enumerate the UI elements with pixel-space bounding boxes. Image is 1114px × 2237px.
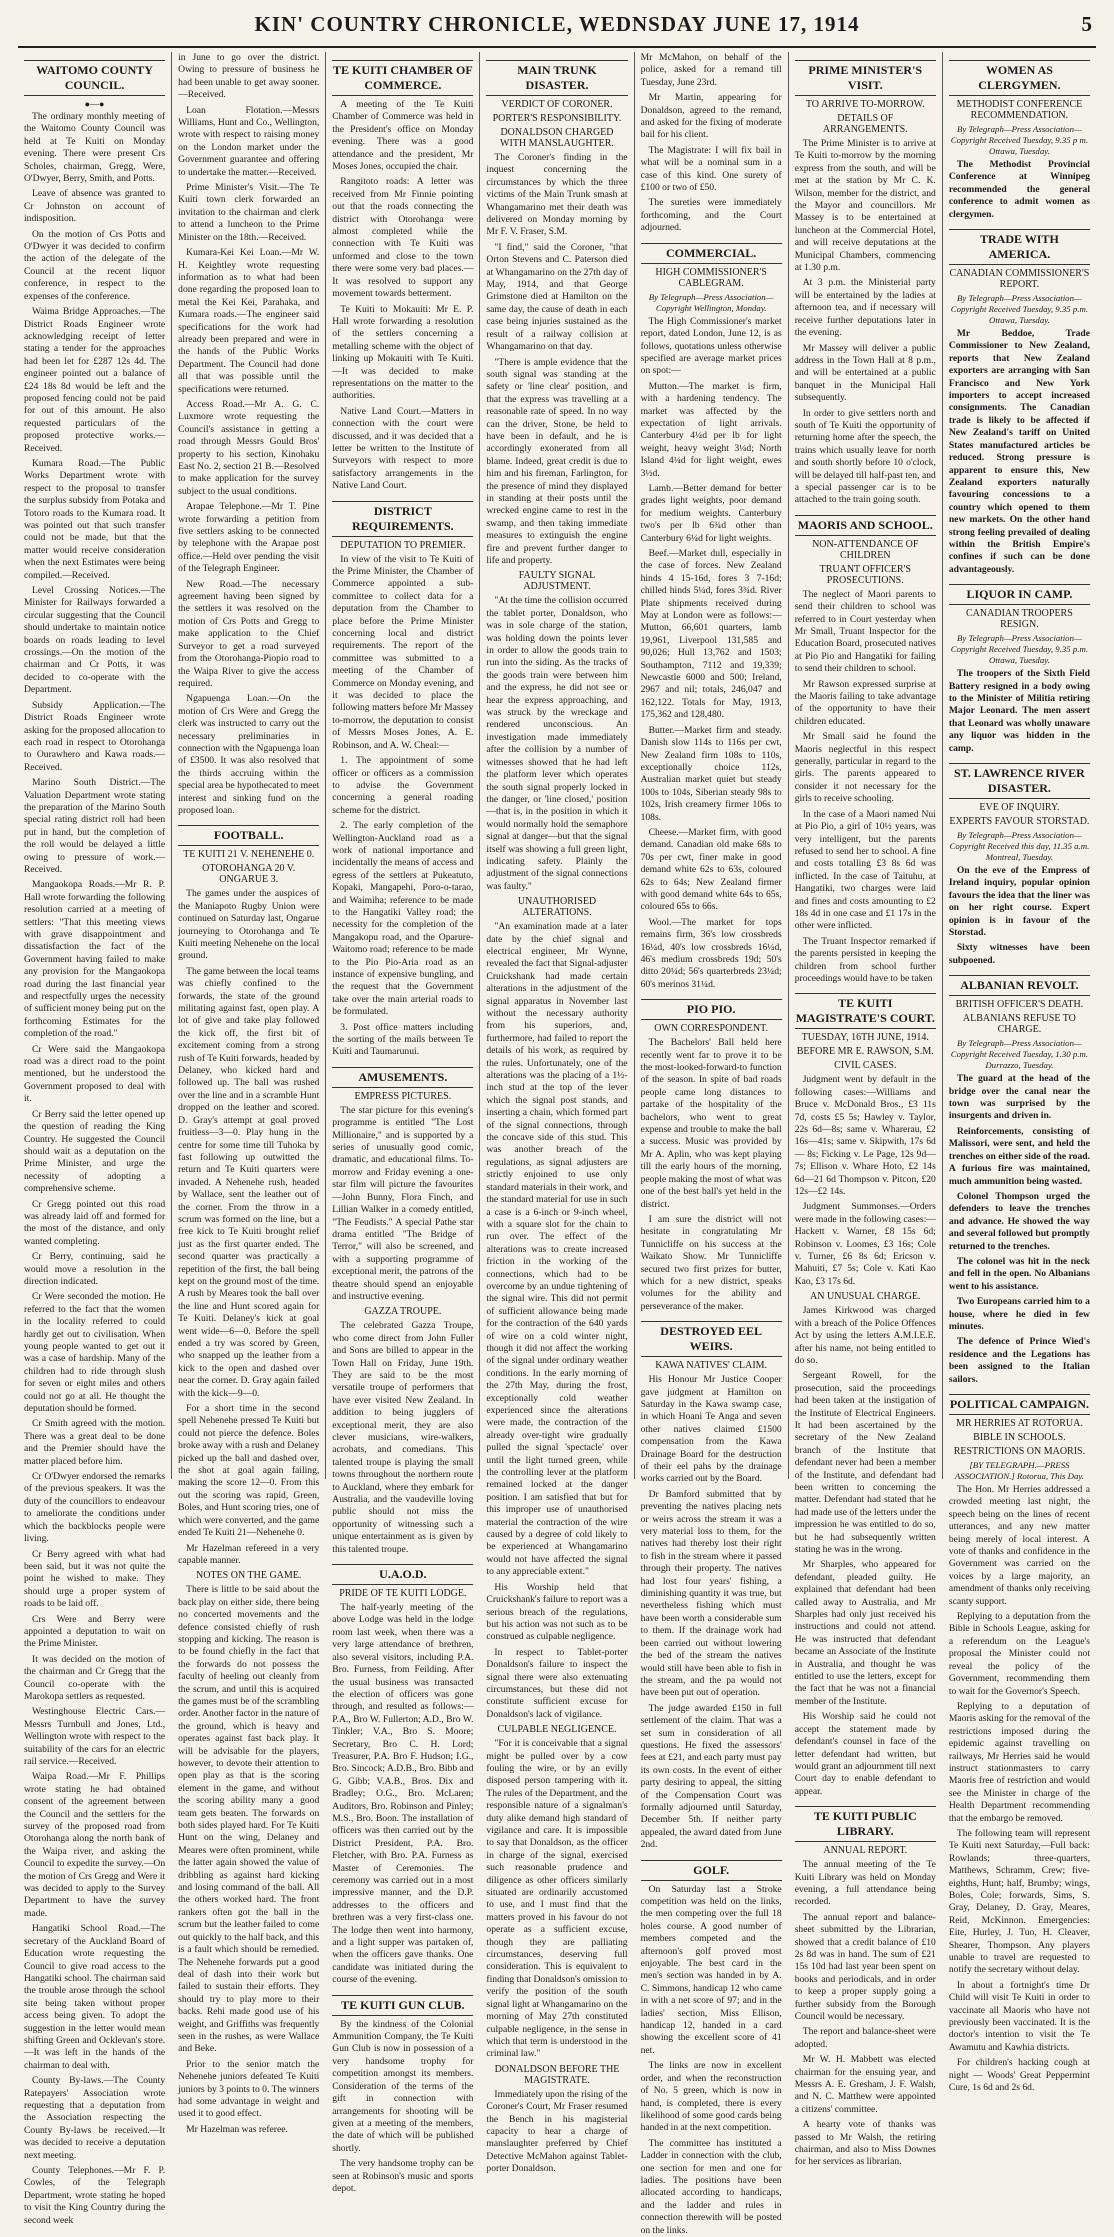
headline: WOMEN AS CLERGYMEN. (949, 60, 1090, 96)
paragraph: The links are now in excellent order, and when the reconstruction of No. 5 green, which is now in hand, is completed, there is every likelihood of some good cards being handed in at the next competition. (640, 2060, 782, 2134)
telegraph-credit: By Telegraph—Press Association—Copyright Received Tuesday, 9.35 p m. Ottawa, Tuesday. (950, 124, 1089, 156)
subheading: TUESDAY, 16TH JUNE, 1914. (801, 1032, 929, 1044)
paragraph: Mr Hazelman was referee. (186, 2123, 288, 2135)
paragraph: The Truant Inspector remarked if the parents persisted in keeping the children from school further proceedings would have to be taken (794, 935, 936, 984)
telegraph-credit: By Telegraph—Press Association—Copyright Received this day, 11.35 a.m. Montreal, Tuesday. (949, 830, 1090, 862)
paragraph: Prime Minister's Visit.—The Te Kuiti town clerk forwarded an invitation to the chairman and clerk to attend a luncheon to the Prime Minister on the 18th.—Received. (178, 182, 320, 243)
paragraph: "For it is conceivable that a signal might be pulled over by a cow fouling the wire, or by an evilly disposed person tampering with it. The rules of the Department, and the responsible nature of a signalman's duty alike demand high standard of vigilance and care. It is impossible to say that Donaldson, as the officer in charge of the signal, exercised such reasonable prudence and diligence as other officers similarly situated are ordinarily accustomed to use, and I must find that the matters proved in his favour do not operate as a sufficient excuse, though they are palliating circumstances, deserving full consideration. This is equivalent to finding that Donaldson's omission to verify the position of the south signal light at Whangamarino on the morning of May 27th constituted culpable negligence, in the sense in which that term is understood in the criminal law." (486, 1738, 628, 2060)
paragraph: In respect to Tablet-porter Donaldson's failure to inspect the signal there were also extenuating circumstances, but these did not constitute sufficient excuse for Donaldson's lack of vigilance. (486, 1646, 628, 1720)
subheading: OWN CORRESPONDENT. (654, 1023, 768, 1035)
subheading: TO ARRIVE TO-MORROW. (805, 99, 925, 110)
ornament: ●—● (84, 99, 105, 109)
paragraph: The star picture for this evening's programme is entitled "The Lost Millionaire," and is supported by a series of unusually good comic, dramatic, and educational films. To-morrow and Friday evening a one-star film will picture the favourites—John Bunny, Flora Finch, and Lillian Walker in a comedy entitled, "The Feudists." A special Pathe star drama entitled "The Bridge of Terror," will also be screened, and with a supporting programme of exceptional merit, the patrons of the theatre should spend an enjoyable and instructive evening. (332, 1104, 474, 1302)
paragraph: 2. The early completion of the Wellington-Auckland road as a work of national importance and incidentally the means of access and egress of the settlers at Pukeatuto, Kopaki, Mangapehi, Poro-o-tarao, and Waimiha; reference to be made to the Hangatiki Valley road; the necessity for the completion of the Mangakopu road, and the Oparure-Waitomo road; reference to be made to the Pio Pio-Aria road as an instance of expensive bungling, and the request that the Government take over the main arterial roads to be formulated. (332, 820, 474, 1018)
paragraph: A hearty vote of thanks was passed to Mr Walsh, the retiring chairman, and also to Miss Downes for her services as librarian. (794, 2119, 936, 2168)
paragraph: The following team will represent Te Kuiti next Saturday,—Full back: Rowlands; three-quarters, Matthews, Schramm, Crew; five-eighths, Hunt; half, Brumby; wings, Boles, Cole; forwards, Sims, S. Gray, Delaney, D. Gray, Meares, Reid, McKinnon. Emergencies: Eite, Hurley, J. Tuo, H. Cleaver, Shearer, Thompson. Any players unable to travel are requested to notify the secretary without delay. (948, 1827, 1090, 1976)
paragraph: Leave of absence was granted to Cr Johnston on account of indisposition. (24, 188, 166, 225)
paragraph: The defence of Prince Wied's residence and the Legations has been assigned to the Italian sailors. (948, 1336, 1090, 1385)
subheading: HIGH COMMISSIONER'S CABLEGRAM. (655, 266, 767, 289)
column-1 (18, 52, 172, 2226)
paragraph: The judge awarded £150 in full settlement of the claim. That was a set sum in consideration of all questions. He fixed the assessors' fees at £21, and each party must pay its own costs. In the event of either party desiring to appeal, the sitting of the Compensation Court was formally adjourned until Saturday, December 5th. If neither party appealed, the award dated from June 2nd. (640, 1702, 782, 1851)
paragraph: Waima Bridge Approaches.—The District Roads Engineer wrote acknowledging receipt of letter stating a tender for the approaches had been let for £287 12s 4d. The engineer pointed out a balance of £24 18s 8d would be left and the proposed fencing could not be paid for out of this amount. He also requested particulars of the proposed protective works.—Received. (24, 306, 166, 454)
paragraph: Mangaokopa Roads.—Mr R. P. Hall wrote forwarding the following resolution carried at a meeting of settlers: "That this meeting views with grave disappointment and dissatisfaction the fact of the Government having failed to make any provision for the Mangaokopa road during the last financial year and respectfully urges the necessity of sufficient money being put on the forthcoming Estimates for the completion of the road." (24, 879, 166, 1040)
paragraph: Replying to a deputation from the Bible in Schools League, asking for a referendum on the League's proposal the Minister could not reveal the policy of the Government, recommending them to wait for the Governor's Speech. (948, 1611, 1090, 1697)
headline: PIO PIO. (641, 999, 782, 1020)
headline: DESTROYED EEL WEIRS. (641, 1321, 782, 1357)
column-5 (635, 52, 789, 2236)
paragraph: County Telephones.—Mr F. P. Cowles, of the Telegraph Department, wrote stating he hoped to visit the King Country during the second week (24, 2165, 166, 2226)
subheading: BIBLE IN SCHOOLS. (973, 1432, 1066, 1443)
paragraph: Mr McMahon, on behalf of the police, asked for a remand till Tuesday, June 23rd. (640, 52, 782, 88)
headline: LIQUOR IN CAMP. (949, 584, 1090, 605)
paragraph: Hangatiki School Road.—The secretary of the Auckland Board of Education wrote requesting the Council to give road access to the Hangatiki school. The chairman said the trouble arose through the school site being taken without proper access being given. To adopt the suggestion in the letter would mean shifting Green and Ocklevan's store.—It was left in the hands of the chairman to deal with. (24, 1923, 166, 2071)
page-number: 5 (1081, 12, 1092, 36)
subheading: AN UNUSUAL CHARGE. (810, 1291, 921, 1303)
headline: MAORIS AND SCHOOL. (795, 515, 936, 536)
headline: TE KUITI CHAMBER OF COMMERCE. (332, 60, 473, 96)
paragraph: 3. Post office matters including the sorting of the mails between Te Kuiti and Taumarunui. (332, 1021, 474, 1058)
paragraph: The games under the auspices of the Maniapoto Rugby Union were continued on Saturday last, Ongarue journeying to Otorohanga and Te Kuiti meeting Nehenehe on the local ground. (178, 888, 320, 962)
paragraph: in June to go over the district. Owing to pressure of business he had been unable to get away sooner.—Received. (178, 52, 320, 101)
paragraph: His Worship said he could not accept the statement made by defendant's counsel in face of the letter defendant had written, but would grant an adjournment till next Court day to enable defendant to appear. (794, 1711, 936, 1797)
paragraph: The Methodist Provincial Conference at Winnipeg recommended the general conference to admit women as clergymen. (948, 159, 1090, 220)
paragraph: Arapae Telephone.—Mr T. Pine wrote forwarding a petition from five settlers asking to be connected by telephone with the Arapae post office.—Held over pending the visit of the Telegraph Engineer. (178, 501, 320, 575)
paragraph: A meeting of the Te Kuiti Chamber of Commerce was held in the President's office on Monday evening. There was a good attendance and the president, Mr Moses Jones, occupied the chair. (332, 99, 474, 173)
paragraph: "I find," said the Coroner, "that Orton Stevens and C. Paterson died at Whangamarino on the 27th day of May, 1914, and that George Grimstone died at Hamilton on the same day, the cause of death in each case being injuries sustained as the result of a railway collision at Whangamarino on that day. (486, 241, 628, 353)
paragraph: The report and balance-sheet were adopted. (794, 2026, 936, 2050)
paragraph: 1. The appointment of some officer or officers as a commission to advise the Government concerning a general roading scheme for the district. (332, 755, 474, 816)
paragraph: Cr Berry agreed with what had been said, but it was not quite the point he wished to make. They should urge a proper system of roads to be laid off. (24, 1548, 166, 1610)
headline: WAITOMO COUNTY COUNCIL. (24, 60, 165, 96)
paragraph: Marino South District.—The Valuation Department wrote stating the preparation of the Marino South special rating district roll had been put in hand, but the completion of the roll would be delayed a little owing to pressure of work.—Received. (24, 777, 166, 875)
subheading: BEFORE MR E. RAWSON, S.M. (796, 1046, 934, 1058)
subheading: DETAILS OF ARRANGEMENTS. (822, 113, 908, 135)
paragraph: On the eve of the Empress of Ireland inquiry, popular opinion favours the idea that the liner was on her right course. Expert opinion is in favour of the Storstad. (948, 865, 1090, 939)
newspaper-columns (18, 52, 1096, 2236)
paragraph: The game between the local teams was chiefly confined to the forwards, the state of the ground militating against fast, open play. A lot of give and take play followed the kick off, the first bit of excitement coming from a strong rush of Te Kuiti forwards, headed by Delaney, who kicked hard and followed up. The ball was rushed over the line and in a scramble Hunt dropped on the leather and scored. D. Gray's attempt at goal proved fruitless—3—0. Play hung in the centre for some time till Tuhoka by fast following up outwitted the return and Te Kuiti quarters were invaded. A Nehenehe rush, headed by Wallace, sent the leather out of the corner. From the throw in a scrum was formed on the line, but a free kick to Te Kuiti brought relief just as the first quarter ended. The second quarter was practically a repetition of the first, the ball being kept on the ground most of the time. A rush by Meares took the ball over the line and Hunt scored again for Te Kuiti. Delaney's kick at goal went wide—6—0. Before the spell ended a try was scored by Green, who snapped up the leather from a kick to the open and dashed over near the corner. D. Gray again failed with the kick—9—0. (178, 965, 320, 1399)
paragraph: The annual report and balance-sheet submitted by the Librarian, showed that a credit balance of £10 2s 8d was in hand. The sum of £21 15s 10d had last year been spent on books and periodicals, and in order to keep a proper supply going a further subsidy from the Borough Council would be necessary. (794, 1911, 936, 2022)
paragraph: Mr Sharples, who appeared for defendant, pleaded guilty. He explained that defendant had been called away to Australia, and Mr Sharples had only just received his instructions and could not attend. He was instructed that defendant became an Associate of the Institute in Australia, and thought he was entitled to use the letters, except for the fact that he was not a financial member of the Institute. (794, 1559, 936, 1707)
paragraph: Cr Were seconded the motion. He referred to the fact that the women in the locality referred to could hardly get out to civilisation. When young people wanted to get out it was a case of hardship. Many of the children had to ride through slush for seven or eight miles and others could not go at all. He thought the deputation should be formed. (24, 1291, 166, 1415)
subheading: FAULTY SIGNAL ADJUSTMENT. (518, 570, 596, 593)
column-7 (943, 52, 1096, 2094)
subheading: NON-ATTENDANCE OF CHILDREN (812, 538, 919, 561)
subheading: ALBANIANS REFUSE TO CHARGE. (962, 1013, 1076, 1036)
paragraph: His Honour Mr Justice Cooper gave judgment at Hamilton on Saturday in the Kawa swamp case, in which Hoani Te Anga and seven other natives claimed £1500 compensation from the Kawa Drainage Board for the destruction of their eel pahs by the drainage works carried out by the Board. (640, 1374, 782, 1485)
headline: GOLF. (641, 1860, 782, 1881)
telegraph-credit: By Telegraph—Press Association—Copyright Received Tuesday, 1.30 p.m. Durrazzo, Tuesday. (950, 1038, 1089, 1071)
paragraph: "There is ample evidence that the south signal was standing at the safety or 'line clear' position, and that the express was travelling at a reasonable rate of speed. In no way can the driver, Stone, be held to have been in default, and he is accordingly exonerated from all blame. Indeed, great credit is due to him and his fireman, Farlington, for the presence of mind they displayed in standing at their posts until the wrecked engine came to rest in the swamp, and then taking immediate measures to extinguish the engine fire and prevent further danger to life and property. (486, 356, 628, 566)
paragraph: James Kirkwood was charged with a breach of the Police Offences Act by using the letters A.M.I.E.E. after his name, not being entitled to do so. (794, 1305, 936, 1366)
headline: COMMERCIAL. (641, 243, 782, 264)
paragraph: "An examination made at a later date by the chief signal and electrical engineer, Mr Wynne, revealed the fact that Signal-adjuster Cruickshank had made certain alterations in the adjustment of the signal apparatus in November last without the necessary authority from his superiors, and, furthermore, had failed to report the details of his work, as required by the rules. Unfortunately, one of the alterations was the placing of a 1½-inch stud at the top of the lever which the signal post stands, and inserting a chain, which formed part of the signal connections, through the concave side of this stud. This was another breach of the regulations, as signal adjusters are strictly enjoined to use only standard materials in their work, and the standard material for use in such a case is a 6-inch or 9-inch wheel, with a square slot for the chain to run over. The effect of the alterations was to create increased friction in the working of the connections, which had to be overcome by an undue tightening of the signal wire. This did not permit of sufficient allowance being made for the contraction of the 640 yards of wire on a cold winter night, though it did not affect the working of the signal under ordinary weather conditions. In the early morning of the 27th May, during the frost, exceptionally cold weather experienced since the alterations were made, the contraction of the already over-tight wire gradually pulled the signal 'spectacle' over until the light turned green, while the controlling lever at the platform remained locked at the danger position. I am satisfied that but for this improper use of unauthorised material the contraction of the wire caused by a degree of cold likely to be experienced at Whangamarino would not have affected the signal to any appreciable extent." (486, 921, 628, 1578)
paragraph: In about a fortnight's time Dr Child will visit Te Kuiti in order to vaccinate all Maoris who have not previously been vaccinated. It is the doctor's intention to visit the Te Awamutu and Kawhia districts. (948, 1979, 1090, 2053)
masthead (18, 8, 1096, 48)
paragraph: Waipa Road.—Mr F. Phillips wrote stating he had obtained consent of the agreement between the Council and the settlers for the survey of the proposed road from Otorohanga along the north bank of the Waipa river, and asking the Council to expedite the survey.—On the motion of Crs Gregg and Were it was decided to apply to the Survey Department to have the survey made. (24, 1771, 166, 1919)
paragraph: Sixty witnesses have been subpoened. (948, 942, 1090, 966)
column-6 (789, 52, 943, 2168)
telegraph-credit: By Telegraph—Press Association—Copyright Received Tuesday, 9.35 p.m. Ottawa, Tuesday. (950, 633, 1089, 666)
headline: TE KUITI GUN CLUB. (332, 1995, 473, 2016)
paragraph: Prior to the senior match the Nehenehe juniors defeated Te Kuiti juniors by 3 points to 0. The winners had some advantage in weight and used it to good effect. (178, 2058, 320, 2120)
paragraph: Judgment Summonses.—Orders were made in the following cases:—Hackett v. Warner, £8 15s 6d; Robinson v. Loomes, £3 16s; Cole v. Turner, £6 8s 6d; Ericson v. Mahuiti, £7 5s; Cole v. Kati Kao Kao, £3 17s 6d. (794, 1201, 936, 1287)
paragraph: The colonel was hit in the neck and fell in the open. No Albanians went to his assistance. (948, 1255, 1090, 1292)
subheading: MR HERRIES AT ROTORUA. (955, 1418, 1083, 1429)
subheading: TE KUITI 21 V. NEHENEHE 0. (183, 849, 315, 861)
paragraph: The Prime Minister is to arrive at Te Kuiti to-morrow by the morning express from the south, and will be met at the station by Mr C. K. Wilson, member for the district, and the Mayor and councillors. Mr Massey is to be entertained at luncheon at the Commercial Hotel, and will receive deputations at the Municipal Chambers, commencing at 1.30 p.m. (794, 138, 936, 274)
paragraph: Mr W. H. Mabbett was elected chairman for the ensuing year, and Messrs A. E. Gresham, J. F. Walsh, and N. C. Matthew were appointed a citizens' committee. (794, 2054, 936, 2115)
column-3 (326, 52, 480, 2194)
paragraph: Immediately upon the rising of the Coroner's Court, Mr Fraser resumed the Bench in his magisterial capacity to hear a charge of manslaughter preferred by Chief Detective McMahon against Tablet-porter Donaldson. (486, 2088, 628, 2175)
paragraph: "At the time the collision occurred the tablet porter, Donaldson, who was in sole charge of the station, was holding down the points lever in order to allow the goods train to run into the siding. As the tracks of the goods train were between him and the express, he did not see or hear the express approaching, and was struck by the wreckage and rendered unconscious. An investigation made immediately after the collision by a number of witnesses showed that he had left the platform lever which operates the south signal properly locked in the danger, or 'line closed,' position—that is, in the position in which it would normally hold the semaphore signal at danger—but that the signal itself was showing a full green light, indicating safety. Plainly the adjustment of the signal connections was faulty." (486, 595, 628, 892)
subheading: CIVIL CASES. (834, 1060, 897, 1072)
paragraph: Beef.—Market dull, especially in the case of forces. New Zealand hinds 4 15-16d, fores 3 7-16d; chilled hinds 5¼d, fores 3¾d. River Plate shipments received during May at London were as follows:—Mutton, 66,601 quarters, lamb 19,961, Liverpool 131,585 and 90,026; Hull 13,762 and 1503; Southampton, 7112 and 19,339; Newcastle 6000 and 500; Ireland, 2967 and nil; totals, 246,047 and 162,122. Totals for May, 1913, 175,362 and 128,480. (640, 548, 782, 721)
paragraph: Lamb.—Better demand for better grades light weights, poor demand for medium weights. Canterbury two's per lb 6¾d other than Canterbury 6¼d for light weights. (640, 482, 782, 544)
subheading: PORTER'S RESPONSIBILITY. (492, 113, 622, 124)
headline: TRADE WITH AMERICA. (949, 229, 1090, 265)
paragraph: On the motion of Crs Potts and O'Dwyer it was decided to confirm the action of the delegate of the Council at the recent liquor conference, in respect to the expenses of the conference. (24, 228, 166, 302)
paragraph: Level Crossing Notices.—The Minister for Railways forwarded a circular suggesting that the Council should undertake to maintain notice boards on roads leading to level crossings.—On the motion of the chairman and Cr Potts, it was decided to co-operate with the Department. (24, 585, 166, 696)
paragraph: Mr Beddoe, Trade Commissioner to New Zealand, reports that New Zealand exporters are arranging with San Francisco and New York importers to accept increased consignments. The Canadian trade is likely to be affected if New Zealand's tariff on United States manufactured articles be reduced. Strong pressure is apparent to ensure this, New Zealand exporters naturally favouring concessions to a country which opened to them new markets. On the other hand strong feeling prevailed of dealing within the British Empire's confines if such can be done advantageously. (948, 328, 1090, 575)
subheading: RESTRICTIONS ON MAORIS. (953, 1446, 1086, 1457)
subheading: METHODIST CONFERENCE RECOMMENDATION. (956, 99, 1083, 121)
headline: PRIME MINISTER'S VISIT. (795, 60, 936, 96)
paragraph: Mr Martin, appearing for Donaldson, agreed to the remand, and asked for the fixing of moderate bail for his client. (640, 92, 782, 141)
column-2 (172, 52, 326, 2135)
telegraph-credit: [BY TELEGRAPH.—PRESS ASSOCIATION.] Rotorua, This Day. (954, 1460, 1085, 1481)
paragraph: The half-yearly meeting of the above Lodge was held in the lodge room last week, when there was a very large attendance of brethren, also several visitors, including P.A. Bro. Furness, from Feilding. After the usual business was transacted the election of officers was gone through, and resulted as follows:—P.A., Bro W. Fullerton; A.D., Bro W. Tinkler; V.A., Bro S. Moore; Secretary, Bro C. H. Lord; Treasurer, P.A. Bro F. Hudson; I.G., Bro. Sincock; A.D.B., Bro. Bibb and G. Gibb; V.A.B., Bros. Dix and Bradley; O.G., Bro. McLaren; Auditors, Bro. Robinson and Pinley; M.S., Bro. Boon. The installation of officers was then carried out by the District President, P.A. Bro. Fletcher, with Bro. P.A. Furness as Master of Ceremonies. The ceremony was carried out in a most impressive manner, and the D.P. addresses to the officers and brethren was a very first-class one. The lodge then went into harmony, and a light supper was partaken of, when the officers gave thanks. One candidate was initiated during the course of the evening. (332, 1602, 474, 1986)
paragraph: It was decided on the motion of the chairman and Cr Gregg that the Council co-operate with the Marokopa settlers as requested. (24, 1653, 166, 1702)
headline: AMUSEMENTS. (332, 1067, 473, 1088)
subheading: DONALDSON CHARGED WITH MANSLAUGHTER. (500, 127, 614, 149)
paragraph: Reinforcements, consisting of Malissori, were sent, and held the trenches on either side of the road. A furious fire was maintained, much ammunition being wasted. (948, 1125, 1090, 1187)
paragraph: Mutton.—The market is firm, with a hardening tendency. The market was affected by the expectation of light arrivals. Canterbury 4¼d per lb for light weight, heavy weight 3¼d; North Island 4¼d for light weight, ewes 3½d. (640, 380, 782, 479)
paragraph: Te Kuiti to Mokauiti: Mr E. P. Hall wrote forwarding a resolution of the settlers concerning a metalling scheme with the object of linking up Mokauiti with Te Kuiti.—It was decided to make representations on the matter to the authorities. (332, 303, 474, 402)
paragraph: In view of the visit to Te Kuiti of the Prime Minister, the Chamber of Commerce appointed a sub-committee to collect data for a deputation from the Chamber to place before the Prime Minister concerning local and district requirements. The report of the committee was submitted to a meeting of the Chamber of Commerce on Monday evening, and it was decided to place the following matters before Mr Massey to-morrow, the deputation to consist of Messrs Moses Jones, A. E. Robinson, and A. W. Cheal:— (332, 553, 474, 751)
paragraph: Ngapuenga Loan.—On the motion of Crs Were and Gregg the clerk was instructed to carry out the necessary preliminaries in connection with the Ngapuenga loan of £3500. It was also resolved that the thirds accruing within the special area be hypothecated to meet interest and sinking fund on the proposed loan. (178, 693, 320, 816)
paragraph: Wool.—The market for tops remains firm, 36's low crossbreds 16¼d, 40's low crossbreds 16¼d, 46's medium crossbreds 19d; 50's ditto 20¼d; 56's quarterbreds 23¼d; 60's merinos 31¼d. (640, 916, 782, 990)
headline: TE KUITI MAGISTRATE'S COURT. (795, 993, 936, 1029)
headline: ALBANIAN REVOLT. (949, 975, 1090, 996)
paragraph: Butter.—Market firm and steady. Danish slow 114s to 116s per cwt, New Zealand firm 108s to 110s, exceptionally choice 112s, Australian market quiet but steady 100s to 104s, Siberian steady 98s to 102s, Irish creamery firmer 106s to 108s. (640, 724, 782, 823)
paragraph: The troopers of the Sixth Field Battery resigned in a body owing to the Minister of Militia retiring Major Leonard. The men assert that Leonard was wholly unaware any liquor was hidden in the camp. (948, 668, 1090, 754)
paragraph: Colonel Thompson urged the defenders to leave the trenches and advance. He showed the way and several followed but promptly returned to the trenches. (948, 1190, 1090, 1252)
paragraph: Mr Small said he found the Maoris neglectful in this respect generally, particular in regard to the girls. The parents appeared to consider it not necessary for the girls to receive schooling. (794, 731, 936, 805)
paragraph: Mr Rawson expressed surprise at the Maoris failing to take advantage of the opportunity to have their children educated. (794, 678, 936, 727)
paragraph: In order to give settlers north and south of Te Kuiti the opportunity of returning home after the speech, the trains which usually leave for north and south shortly before 10 o'clock, will be delayed till half-past ten, and a special passenger car is to be attached to the train going south. (794, 407, 936, 506)
paragraph: Two Europeans carried him to a house, where he died in few minutes. (948, 1296, 1090, 1332)
telegraph-credit: By Telegraph—Press Association—Copyright Received Tuesday, 9.35 p.m. Ottawa, Tuesday. (950, 293, 1089, 326)
headline: FOOTBALL. (178, 825, 319, 846)
subheading: UNAUTHORISED ALTERATIONS. (517, 896, 597, 919)
paragraph: Mr Massey will deliver a public address in the Town Hall at 8 p.m., and will be entertained at a public banquet in the Municipal Hall subsequently. (794, 342, 936, 404)
paragraph: For a short time in the second spell Nehenehe pressed Te Kuiti but could not pierce the defence. Boles broke away with a rush and Delaney picked up the ball and dashed over, the shot at goal again failing, making the score 12—0. From this out the scoring was rapid, Green, Boles, and Hunt scoring tries, one of which were converted, and the game ended Te Kuiti 21—Nehenehe 0. (178, 1403, 320, 1539)
headline: POLITICAL CAMPAIGN. (949, 1394, 1090, 1415)
column-4 (480, 52, 634, 2175)
paragraph: The very handsome trophy can be seen at Robinson's music and sports depot. (332, 2158, 474, 2194)
newspaper-title: KIN' COUNTRY CHRONICLE, WEDNSDAY JUNE 17, 1914 (254, 12, 860, 36)
subheading: EVE OF INQUIRY. (979, 802, 1060, 813)
subheading: KAWA NATIVES' CLAIM. (655, 1360, 768, 1372)
subheading: TRUANT OFFICER'S PROSECUTIONS. (819, 563, 911, 586)
paragraph: Cr Were said the Mangaokopa road was a direct road to the point mentioned, but he understood the Government proposed to deal with it. (24, 1043, 166, 1105)
paragraph: The Coroner's finding in the inquest concerning the circumstances by which the three victims of the Main Trunk smash at Whangamarino met their death was delivered on Monday morning by Mr F. V. Fraser, S.M. (486, 152, 628, 238)
paragraph: His Worship held that Cruickshank's failure to report was a serious breach of the regulations, but his action was not such as to be construed as culpable negligence. (486, 1581, 628, 1643)
paragraph: Cheese.—Market firm, with good demand. Canadian old make 68s to 70s per cwt, finer make in good demand white 62s to 63s, coloured 62s to 64s; New Zealand firmer with good demand white 64s to 65s, coloured 65s to 66s. (640, 826, 782, 913)
paragraph: The Hon. Mr Herries addressed a crowded meeting last night, the speech being on the lines of recent utterances, and any new matter being merely of local interest. A vote of thanks and confidence in the Government was carried on the voices by a large majority, an amendment of thanks only receiving scanty support. (948, 1484, 1090, 1607)
paragraph: Sergeant Rowell, for the prosecution, said the proceedings had been taken at the instigation of the Institute of Electrical Engineers. It had been ascertained by the secretary of the New Zealand branch of the Institute that defendant never had been a member of the Institute, and defendant had been written to concerning the matter. Defendant had stated that he had made use of the letters under the impression he was entitled to do so, but he had subsequently written stating he was in the wrong. (794, 1370, 936, 1555)
paragraph: The ordinary monthly meeting of the Waitomo County Council was held at Te Kuiti on Monday evening. There were present Crs Scholes, chairman, Gregg, Were, O'Dwyer, Berry, Smith, and Potts. (24, 111, 166, 185)
paragraph: Rangitoto roads: A letter was received from Mr Finnie pointing out that the roads connecting the district with Otorohanga were almost completed while the connection with Te Kuiti was unformed and close to the town there were some very bad places.—It was resolved to support any movement towards betterment. (332, 176, 474, 300)
paragraph: County By-laws.—The County Ratepayers' Association wrote requesting that a deputation from the Association respecting the County By-laws be received.—It was decided to receive a deputation next meeting. (24, 2075, 166, 2161)
subheading: CULPABLE NEGLIGENCE. (497, 1724, 617, 1736)
paragraph: Cr Smith agreed with the motion. There was a great deal to be done and the Premier should have the matter placed before him. (24, 1418, 166, 1467)
paragraph: New Road.—The necessary agreement having been signed by the settlers it was resolved on the motion of Crs Potts and Gregg to make application to the Chief Surveyor to get a road surveyed from the Otorohanga-Piopio road to the Waipa River to give the access required. (178, 578, 320, 689)
paragraph: Dr Bamford submitted that by preventing the natives placing nets or weirs across the stream it was a very material loss to them, for the natives had thereby lost their right to fish in the stream where it passed through their property. The natives had lost four years' fishing, a diminishing quantity it was true, but nevertheless fishing which must have been worth a considerable sum to them. If the drainage work had been carried out without lowering the bed of the stream the natives would still have been able to fish in the stream, and the pa would not have been put out of operation. (640, 1488, 782, 1699)
headline: DISTRICT REQUIREMENTS. (332, 501, 473, 537)
subheading: CANADIAN COMMISSIONER'S REPORT. (949, 268, 1090, 291)
paragraph: Kumara Road.—The Public Works Department wrote with respect to the proposal to transfer the surplus subsidy from Potaka and Totoro roads to the Kumara road. It was pointed out that such transfer could not be made, but that the matter would receive consideration when the next Estimates were being compiled.—Received. (24, 457, 166, 581)
paragraph: For children's hacking cough at night — Woods' Great Peppermint Cure, 1s 6d and 2s 6d. (948, 2057, 1090, 2094)
paragraph: Cr Berry said the letter opened up the question of reading the King Country. He suggested the Council should wait as a deputation on the Prime Minister, and urge the necessity of adopting a comprehensive scheme. (24, 1108, 166, 1195)
subheading: NOTES ON THE GAME. (196, 1570, 302, 1582)
paragraph: I am sure the district will not hesitate in congratulating Mr Tunnicliffe on his success at the Waikato Show. Mr Tunnicliffe secured two first prizes for butter, which for a new district, speaks volumes for the ability and perseverance of the maker. (640, 1213, 782, 1312)
paragraph: By the kindness of the Colonial Ammunition Company, the Te Kuiti Gun Club is now in possession of a very handsome trophy for competition amongst its members. Consideration of the terms of the gift in connection with arrangements for shooting will be given at a meeting of the members, the date of which will be published shortly. (332, 2018, 474, 2154)
paragraph: Mr Hazelman refereed in a very capable manner. (178, 1542, 320, 1566)
paragraph: The neglect of Maori parents to send their children to school was referred to in Court yesterday when Mr Small, Truant Inspector for the Education Board, prosecuted natives at Pio Pio and Hangatiki for failing to send their children to school. (794, 588, 936, 675)
paragraph: The Magistrate: I will fix bail in what will be a nominal sum in a case of this kind. One surety of £100 or two of £50. (640, 144, 782, 194)
telegraph-credit: By Telegraph—Press Association—Copyright Wellington, Monday. (648, 291, 774, 313)
paragraph: Subsidy Application.—The District Roads Engineer wrote asking for the proposed allocation to each road in respect to Otorohanga to Ourawhero and Kawa roads.—Received. (24, 699, 166, 773)
paragraph: Native Land Court.—Matters in connection with the court were discussed, and it was decided that a letter be written to the Institute of Surveyors with respect to more satisfactory arrangements in the Native Land Court. (332, 405, 474, 492)
paragraph: The annual meeting of the Te Kuiti Library was held on Monday evening, a full attendance being recorded. (794, 1859, 936, 1908)
paragraph: Kumara-Kei Kei Loan.—Mr W. H. Keightley wrote requesting information as to what had been done regarding the proposed loan to metal the Kei Kei, Parahaka, and Kumara roads.—The engineer said specifications for the work had already been prepared and were in the hands of the Public Works Department. The Council had done all that was possible until the specifications were returned. (178, 247, 320, 395)
subheading: ANNUAL REPORT. (823, 1845, 908, 1857)
paragraph: At 3 p.m. the Ministerial party will be entertained by the ladies at afternoon tea, and if necessary will receive further deputations later in the evening. (794, 277, 936, 339)
subheading: DONALDSON BEFORE THE MAGISTRATE. (494, 2063, 620, 2086)
paragraph: Judgment went by default in the following cases:—Williams and Bruce v. McDonald Bros., £3 11s 7d, costs £5 5s; Hawley v. Taylor, 22s 6d—8s; same v. Wharerau, £2 16s—41s; same v. Skipwith, 17s 6d — 8s; Ficking v. Le Page, 12s 9d—7s; Ellison v. Whare Hoto, £2 14s 6d—21 6d Thompson v. Pitcon, £20 12s—£2 14s. (794, 1074, 936, 1198)
paragraph: Crs Were and Berry were appointed a deputation to wait on the Prime Minister. (24, 1613, 166, 1650)
subheading: DEPUTATION TO PREMIER. (340, 539, 466, 551)
subheading: BRITISH OFFICER'S DEATH. (955, 999, 1084, 1011)
subheading: OTOROHANGA 20 V. ONGARUE 3. (202, 863, 296, 886)
subheading: PRIDE OF TE KUITI LODGE. (339, 1588, 467, 1600)
paragraph: Cr Gregg pointed out this road was already laid off and formed for the most of the distance, and only wanted completing. (24, 1198, 166, 1247)
headline: U.A.O.D. (332, 1564, 473, 1585)
paragraph: Westinghouse Electric Cars.—Messrs Turnbull and Jones, Ltd., Wellington wrote with respect to the suitability of the cars for an electric rail service.—Received. (24, 1706, 166, 1767)
subheading: EXPERTS FAVOUR STORSTAD. (949, 816, 1090, 827)
headline: TE KUITI PUBLIC LIBRARY. (795, 1806, 936, 1842)
paragraph: Access Road.—Mr A. G. C. Luxmore wrote requesting the Council's assistance in getting a road through Messrs Gould Bros' property to his section, Kinohaku East No. 2, section 21 B.—Resolved to make application for the survey subject to the usual conditions. (178, 398, 320, 497)
paragraph: Cr O'Dwyer endorsed the remarks of the previous speakers. It was the duty of the councillors to endeavour to ameliorate the conditions under which the backblocks people were living. (24, 1471, 166, 1545)
headline: ST. LAWRENCE RIVER DISASTER. (949, 763, 1090, 799)
subheading: CANADIAN TROOPERS RESIGN. (966, 608, 1073, 631)
paragraph: The committee has instituted a Ladder in connection with the club, one section for men and one for ladies. The positions have been allocated according to handicaps, and the ladder and rules in connection therewith will be posted on the links. (640, 2137, 782, 2236)
paragraph: The celebrated Gazza Troupe, who come direct from John Fuller and Sons are billed to appear in the Town Hall on Friday, June 19th. They are said to be the most versatile troupe of performers that have ever visited New Zealand. In addition to being jugglers of exceptional merit, they are also clever musicians, wire-walkers, acrobats, and comedians. This talented troupe is playing the small towns throughout the northern route to Auckland, where they embark for Australia, and the vaudeville loving public should not miss the opportunity of witnessing such a unique entertainment as is given by this talented troupe. (332, 1320, 474, 1555)
subheading: EMPRESS PICTURES. (354, 1090, 452, 1102)
headline: MAIN TRUNK DISASTER. (486, 60, 627, 96)
paragraph: The guard at the head of the bridge over the canal near the town was surprised by the insurgents and driven in. (948, 1073, 1090, 1122)
paragraph: Cr Berry, continuing, said he would move a resolution in the direction indicated. (24, 1251, 166, 1287)
paragraph: Replying to a deputation of Maoris asking for the removal of the restrictions imposed during the epidemic against travelling on railways, Mr Herries said he would instruct stationmasters to carry Maoris free of restriction and would see the Minister in charge of the Health Department recommending that the embargo be removed. (948, 1700, 1090, 1824)
paragraph: There is little to be said about the back play on either side, there being no concerted movements and the defence consisted chiefly of rush stopping and kicking. The reason is to be found chiefly in the fact that the forwards do not possess the faculty of heeling out cleanly from the scrum, and until this is acquired the games must be of the scrambling order. Another factor in the nature of the ground, which is heavy and operates against fast back play. It will be advisable for the players, however, to devote their attention to open play as that is the scoring element in the game, and without the scoring ability many a good team gets beaten. The forwards on both sides played hard. For Te Kuiti Hunt on the wing, Delaney and Meares were often prominent, while the latter again showed the value of dribbling as against hard kicking and losing command of the ball. All the others worked hard. The front rankers often got the ball in the scrum but the leather failed to come out quickly to the half back, and this is a fault which should be remedied. The Nehenehe forwards put a good deal of dash into their work but failed to sustain their efforts. They should try to play more to their backs. Rehi made good use of his weight, and Griffiths was frequently seen in the rushes, as were Wallace and Beke. (178, 1584, 320, 2055)
paragraph: Loan Flotation.—Messrs Williams, Hunt and Co., Wellington, wrote with respect to raising money on the London market under the Government guarantee and offering to undertake the matter.—Received. (178, 104, 320, 178)
subheading: VERDICT OF CORONER. (501, 99, 613, 110)
paragraph: The Bachelors' Ball held here recently went far to prove it to be the most-looked-forward-to function of the season. In spite of bad roads people came long distances to partake of the hospitality of the bachelors, who went to great expense and trouble to make the ball a success. Music was provided by Mr A. Aplin, who was kept playing till the early hours of the morning, people making the most of what was one of the best ball's yet held in the district. (640, 1037, 782, 1210)
paragraph: The High Commissioner's market report, dated London, June 12, is as follows, quotations unless otherwise specified are average market prices on spot:— (640, 315, 782, 377)
paragraph: In the case of a Maori named Nui at Pio Pio, a girl of 10½ years, was very intelligent, but the parents refused to send her to school. A fine and costs totalling £3 8s 6d was inflicted. In the case of Taituhu, at Hangatiki, two charges were laid and fines and costs amounting to £2 18s 4d in one case and £1 17s in the other were inflicted. (794, 808, 936, 932)
paragraph: On Saturday last a Stroke competition was held on the links, the men competing over the full 18 holes course. A good number of members competed and the afternoon's golf proved most enjoyable. The best card in the men's section was handed in by A. C. Simmons, handicap 12 who came in with a net score of 97; and in the ladies' section, Miss Ellison, handicap 12, handed in a card showing the excellent score of 41 net. (640, 1883, 782, 2056)
paragraph: The sureties were immediately forthcoming, and the Court adjourned. (640, 197, 782, 234)
subheading: GAZZA TROUPE. (364, 1306, 442, 1318)
